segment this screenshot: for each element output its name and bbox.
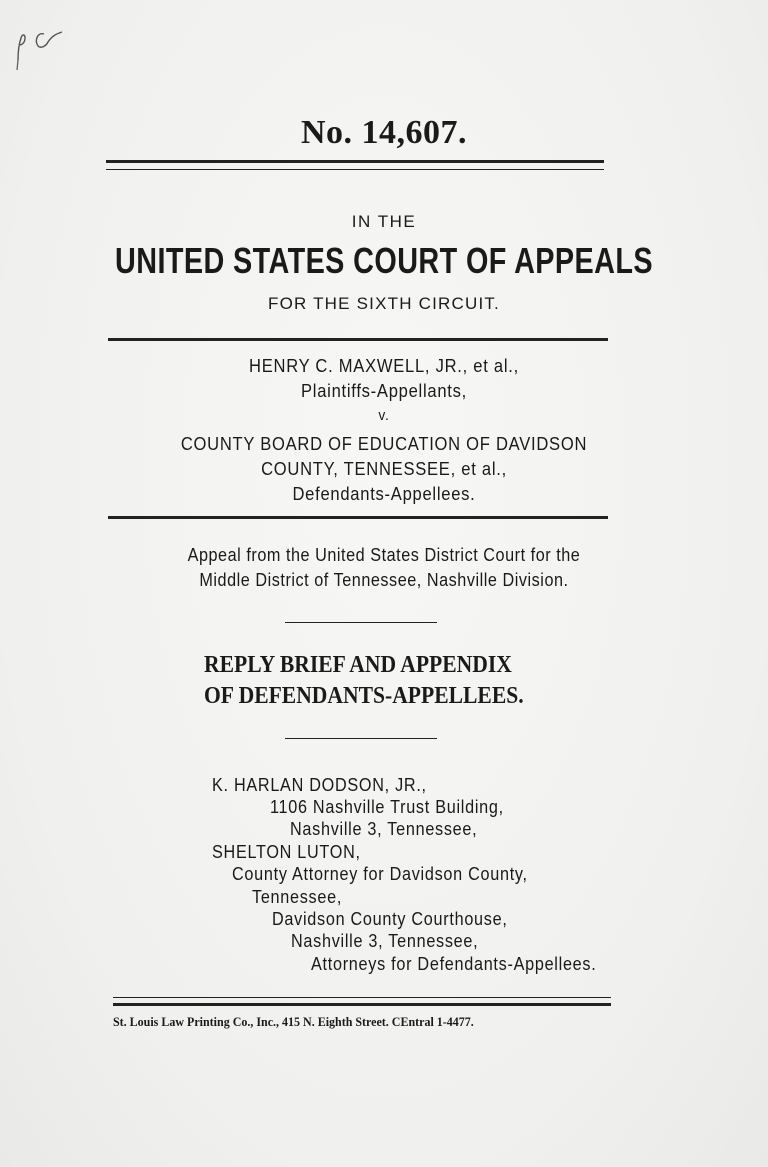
divider	[106, 169, 604, 170]
brief-title-line1: REPLY BRIEF AND APPENDIX	[204, 652, 512, 678]
attorney-line5: County Attorney for Davidson County,	[232, 864, 528, 884]
attorney-line3: Nashville 3, Tennessee,	[290, 819, 478, 839]
court-intro: IN THE	[351, 212, 417, 231]
defendant-name-line2: COUNTY, TENNESSEE, et al.,	[261, 459, 507, 479]
short-divider	[285, 738, 437, 739]
attorney-line4: SHELTON LUTON,	[212, 842, 361, 862]
appeal-line2: Middle District of Tennessee, Nashville Division.	[199, 570, 569, 590]
defendant-name-line1: COUNTY BOARD OF EDUCATION OF DAVIDSON	[180, 434, 588, 454]
circuit-name: FOR THE SIXTH CIRCUIT.	[268, 294, 500, 313]
appeal-line1: Appeal from the United States District Court for the	[187, 545, 581, 565]
handwritten-initials	[10, 22, 70, 72]
divider	[113, 1003, 611, 1006]
attorney-line1: K. HARLAN DODSON, JR.,	[212, 775, 427, 795]
divider	[113, 997, 611, 998]
divider	[108, 516, 608, 519]
attorney-line2: 1106 Nashville Trust Building,	[270, 797, 504, 817]
plaintiff-name: HENRY C. MAXWELL, JR., et al.,	[249, 356, 519, 376]
defendant-role: Defendants-Appellees.	[292, 484, 476, 504]
attorney-line9: Attorneys for Defendants-Appellees.	[311, 954, 597, 974]
attorney-line6: Tennessee,	[252, 887, 343, 907]
divider	[106, 160, 604, 163]
plaintiff-role: Plaintiffs-Appellants,	[301, 381, 467, 401]
printer-credit: St. Louis Law Printing Co., Inc., 415 N. Eighth Street. CEntral 1-4477.	[113, 1015, 474, 1029]
versus: v.	[378, 407, 390, 424]
brief-title-line2: OF DEFENDANTS-APPELLEES.	[204, 683, 524, 709]
court-name: UNITED STATES COURT OF APPEALS	[115, 240, 653, 281]
short-divider	[285, 622, 437, 623]
divider	[108, 338, 608, 341]
case-number: No. 14,607.	[300, 114, 468, 151]
attorney-line7: Davidson County Courthouse,	[272, 909, 508, 929]
attorney-line8: Nashville 3, Tennessee,	[291, 931, 479, 951]
